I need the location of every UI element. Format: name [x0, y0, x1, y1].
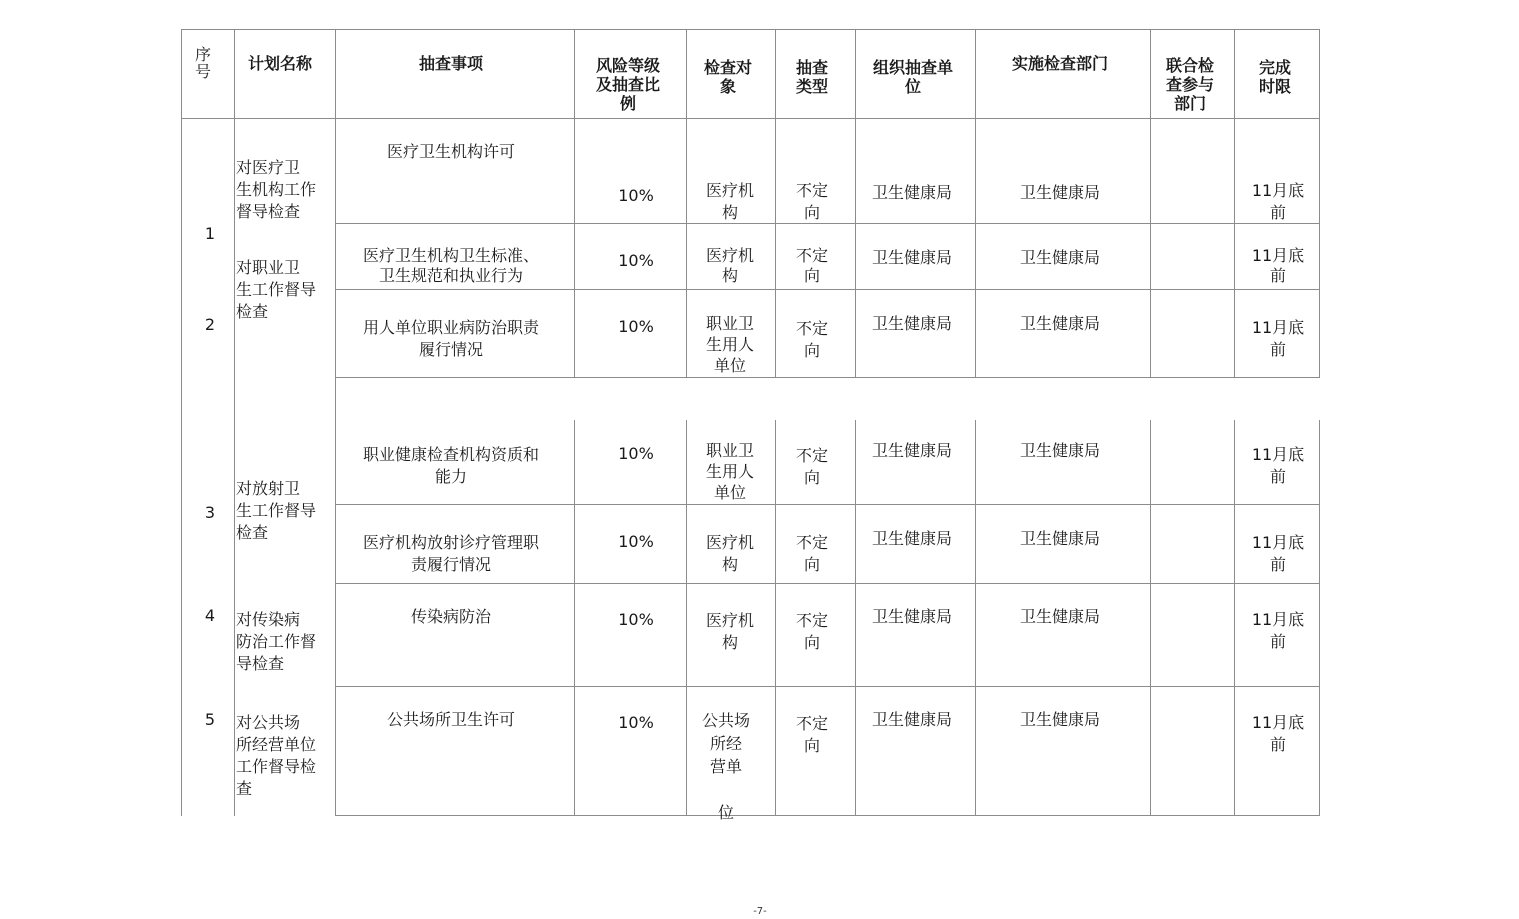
- check-type: 不定 向: [795, 181, 828, 222]
- sampling-ratio: 10%: [618, 713, 654, 732]
- organizing-unit: 卫生健康局: [871, 529, 952, 548]
- check-type: 不定 向: [795, 533, 828, 574]
- organizing-unit: 卫生健康局: [871, 248, 952, 267]
- sampling-ratio: 10%: [618, 444, 654, 463]
- check-object: 医疗机 构: [705, 181, 754, 222]
- sampling-ratio: 10%: [618, 532, 654, 551]
- check-object: 医疗机 构: [705, 246, 754, 285]
- check-item: 用人单位职业病防治职责 履行情况: [362, 318, 539, 359]
- deadline: 11月底 前: [1251, 713, 1305, 754]
- check-item: 医疗卫生机构卫生标准、 卫生规范和执业行为: [362, 246, 539, 285]
- check-object: 医疗机 构: [705, 611, 754, 652]
- header-object: 检查对 象: [703, 58, 752, 96]
- check-type: 不定 向: [795, 714, 828, 755]
- organizing-unit: 卫生健康局: [871, 710, 952, 729]
- header-deadline: 完成 时限: [1258, 58, 1291, 96]
- deadline: 11月底 前: [1251, 610, 1305, 651]
- check-item: 医疗机构放射诊疗管理职 责履行情况: [362, 533, 539, 574]
- check-object: 医疗机 构: [705, 533, 754, 574]
- header-type: 抽查 类型: [795, 58, 828, 96]
- check-item: 传染病防治: [410, 607, 491, 626]
- check-object: 职业卫 生用人 单位: [705, 314, 754, 375]
- seq-number: 3: [204, 503, 216, 522]
- check-item: 公共场所卫生许可: [386, 710, 515, 729]
- check-object: 职业卫 生用人 单位: [705, 441, 754, 502]
- implementing-dept: 卫生健康局: [1019, 607, 1100, 626]
- header-joint: 联合检 查参与 部门: [1165, 56, 1214, 113]
- implementing-dept: 卫生健康局: [1019, 710, 1100, 729]
- sampling-ratio: 10%: [618, 251, 654, 270]
- header-seq: 序 号: [194, 45, 211, 81]
- seq-number: 1: [204, 224, 216, 243]
- organizing-unit: 卫生健康局: [871, 314, 952, 333]
- page-number: -7-: [753, 906, 767, 917]
- header-plan: 计划名称: [247, 54, 312, 73]
- implementing-dept: 卫生健康局: [1019, 529, 1100, 548]
- seq-number: 2: [204, 315, 216, 334]
- check-item: 职业健康检查机构资质和 能力: [362, 445, 539, 486]
- check-object: 公共场 所经 营单 位: [701, 711, 750, 822]
- check-item: 医疗卫生机构许可: [386, 142, 515, 161]
- sampling-ratio: 10%: [618, 317, 654, 336]
- plan-name: 对放射卫 生工作督导 检查: [236, 479, 317, 542]
- sampling-ratio: 10%: [618, 610, 654, 629]
- organizing-unit: 卫生健康局: [871, 183, 952, 202]
- header-risk: 风险等级 及抽查比 例: [595, 56, 660, 113]
- check-type: 不定 向: [795, 446, 828, 487]
- implementing-dept: 卫生健康局: [1019, 441, 1100, 460]
- header-org: 组织抽查单 位: [872, 58, 953, 96]
- deadline: 11月底 前: [1251, 181, 1305, 222]
- sampling-ratio: 10%: [618, 186, 654, 205]
- header-item: 抽查事项: [418, 54, 483, 73]
- plan-name: 对医疗卫 生机构工作 督导检查: [236, 158, 317, 221]
- deadline: 11月底 前: [1251, 246, 1305, 285]
- plan-name: 对传染病 防治工作督 导检查: [236, 610, 317, 673]
- deadline: 11月底 前: [1251, 533, 1305, 574]
- implementing-dept: 卫生健康局: [1019, 314, 1100, 333]
- implementing-dept: 卫生健康局: [1019, 248, 1100, 267]
- check-type: 不定 向: [795, 319, 828, 360]
- seq-number: 4: [204, 606, 216, 625]
- plan-name: 对公共场 所经营单位 工作督导检 查: [236, 713, 317, 798]
- deadline: 11月底 前: [1251, 445, 1305, 486]
- implementing-dept: 卫生健康局: [1019, 183, 1100, 202]
- deadline: 11月底 前: [1251, 318, 1305, 359]
- organizing-unit: 卫生健康局: [871, 441, 952, 460]
- plan-name: 对职业卫 生工作督导 检查: [236, 258, 317, 321]
- organizing-unit: 卫生健康局: [871, 607, 952, 626]
- check-type: 不定 向: [795, 246, 828, 285]
- check-type: 不定 向: [795, 611, 828, 652]
- header-dept: 实施检查部门: [1011, 54, 1108, 73]
- seq-number: 5: [204, 710, 216, 729]
